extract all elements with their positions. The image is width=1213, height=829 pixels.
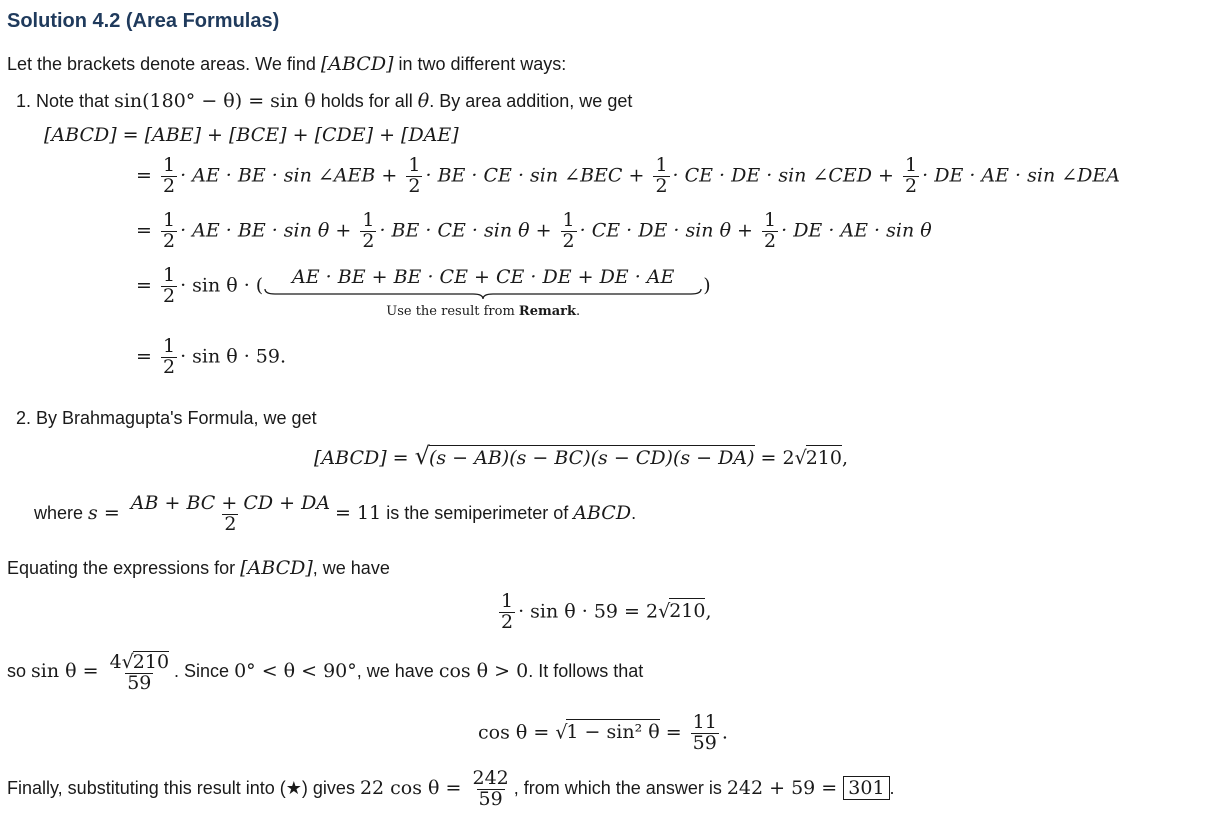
period: . (889, 778, 895, 799)
item1-intro (16, 90, 632, 112)
brahmagupta-lhs: [ABCD] = (314, 447, 415, 469)
underbrace-icon (263, 288, 703, 300)
so-text: so (7, 661, 32, 682)
line3-term2: · BE · CE · sin θ + (379, 219, 558, 242)
we-have-text: , we have (356, 661, 439, 682)
where-text-after: is the semiperimeter of (381, 503, 574, 524)
final-fraction: $\frac{242}{59}$ (472, 767, 509, 810)
equating-line (7, 557, 390, 579)
sin-theta-equals: sin θ = (31, 660, 105, 683)
fraction-half: $\frac{1}{2}$ (905, 154, 918, 197)
theta-range: 0° < θ < 90° (234, 660, 357, 683)
item1-theta: θ (417, 90, 430, 112)
cos-lhs: cos θ = (478, 721, 556, 744)
so-line (7, 651, 643, 694)
line2-term1: · AE · BE · sin ∠AEB + (180, 164, 404, 187)
final-expression: 22 cos θ = (359, 777, 468, 800)
abcd-math: ABCD (573, 502, 632, 525)
line3-term1: · AE · BE · sin θ + (180, 219, 358, 242)
brahmagupta-equation (314, 442, 848, 470)
answer-box: 301 (843, 776, 889, 800)
final-line (7, 769, 895, 810)
equals-sign: = (136, 345, 152, 368)
item2-label: 2. By Brahmagupta's Formula, we get (16, 408, 317, 428)
equated-rest: · sin θ · 59 = 2 (518, 600, 659, 623)
equals-11: = 11 (335, 502, 382, 525)
where-line (34, 494, 636, 535)
line5-rest: · sin θ · 59. (180, 345, 287, 368)
brahmagupta-rhs: = 2 (754, 447, 795, 469)
item1-label: 1. Note that (16, 91, 115, 111)
equating-math: [ABCD] (240, 557, 313, 579)
derivation-line-1 (44, 124, 459, 146)
gives-text: ) gives (301, 778, 360, 799)
equals-sign: = (136, 164, 152, 187)
comma: , (705, 600, 712, 623)
final-text-after: , from which the answer is (513, 778, 727, 799)
final-sum: 242 + 59 = (726, 777, 844, 800)
fraction-half: $\frac{1}{2}$ (362, 209, 375, 252)
line2-term4: · DE · AE · sin ∠DEA (922, 164, 1120, 187)
intro-text: Let the brackets denote areas. We find (7, 54, 321, 74)
item1-text-after: . By area addition, we get (429, 91, 633, 111)
intro-math-abcd: [ABCD] (320, 53, 394, 75)
period: . (721, 721, 728, 744)
intro-text-after: in two different ways: (393, 54, 567, 74)
equating-text: Equating the expressions for (7, 558, 241, 578)
where-text: where (34, 503, 89, 524)
fraction-half: $\frac{1}{2}$ (162, 264, 176, 307)
solution-title: Solution 4.2 (Area Formulas) (7, 10, 280, 32)
intro-paragraph (7, 53, 566, 75)
derivation-line-4 (136, 266, 711, 319)
fraction-half: $\frac{1}{2}$ (562, 209, 575, 252)
sqrt-sign-icon: √ (658, 600, 671, 623)
sin-theta-fraction: $\frac{4√210}{59}$ (109, 651, 170, 694)
line4-suffix: ) (703, 274, 711, 297)
underbrace-group (263, 266, 703, 319)
cos-fraction: $\frac{11}{59}$ (692, 711, 717, 754)
sqrt-sign-icon: √ (555, 721, 568, 744)
underbraced-sum: AE · BE + BE · CE + CE · DE + DE · AE (292, 266, 675, 288)
cos-radicand: 1 − sin² θ (566, 721, 660, 744)
radicand-210: 210 (669, 600, 706, 623)
fraction-half: $\frac{1}{2}$ (162, 335, 176, 378)
equals-sign: = (136, 274, 152, 297)
item1-sine-identity: sin(180° − θ) = sin θ (114, 90, 316, 112)
semiperimeter-fraction: $\frac{AB + BC + CD + DA}{2}$ (130, 492, 331, 535)
since-text: . Since (174, 661, 235, 682)
sqrt-sign-icon: √ (414, 442, 430, 470)
fraction-half: $\frac{1}{2}$ (764, 209, 777, 252)
s-equals: s = (88, 502, 126, 525)
fraction-half: $\frac{1}{2}$ (162, 209, 176, 252)
line2-term2: · BE · CE · sin ∠BEC + (425, 164, 651, 187)
brahmagupta-radicand: (s − AB)(s − BC)(s − CD)(s − DA) (428, 447, 755, 469)
fraction-half: $\frac{1}{2}$ (408, 154, 421, 197)
sqrt-sign-icon: √ (121, 651, 134, 673)
cos-positive: cos θ > 0 (438, 660, 529, 683)
radicand-210: 210 (805, 447, 842, 469)
item1-text-mid: holds for all (315, 91, 418, 111)
equals-sign: = (659, 721, 688, 744)
line1-rhs: [ABE] + [BCE] + [CDE] + [DAE] (144, 124, 459, 146)
fraction-half: $\frac{1}{2}$ (162, 154, 176, 197)
follows-text: . It follows that (528, 661, 644, 682)
remark-note: Use the result from Remark. (386, 304, 581, 319)
final-text: Finally, substituting this result into ( (7, 778, 286, 799)
equating-text-after: , we have (312, 558, 390, 578)
cos-equation (478, 713, 728, 754)
comma: , (841, 447, 849, 469)
line4-prefix: · sin θ · ( (180, 274, 264, 297)
equated-equation (496, 592, 712, 633)
line2-term3: · CE · DE · sin ∠CED + (672, 164, 901, 187)
fraction-half: $\frac{1}{2}$ (655, 154, 668, 197)
period: . (631, 503, 637, 524)
line1-lhs: [ABCD] = (44, 124, 145, 146)
sqrt-sign-icon: √ (794, 447, 807, 469)
line3-term3: · CE · DE · sin θ + (579, 219, 760, 242)
star-icon: ★ (285, 778, 302, 799)
derivation-line-3 (136, 211, 932, 252)
fraction-half: $\frac{1}{2}$ (501, 590, 514, 633)
derivation-line-2 (136, 156, 1120, 197)
line3-term4: · DE · AE · sin θ (781, 219, 932, 242)
derivation-line-5 (136, 337, 286, 378)
equals-sign: = (136, 219, 152, 242)
